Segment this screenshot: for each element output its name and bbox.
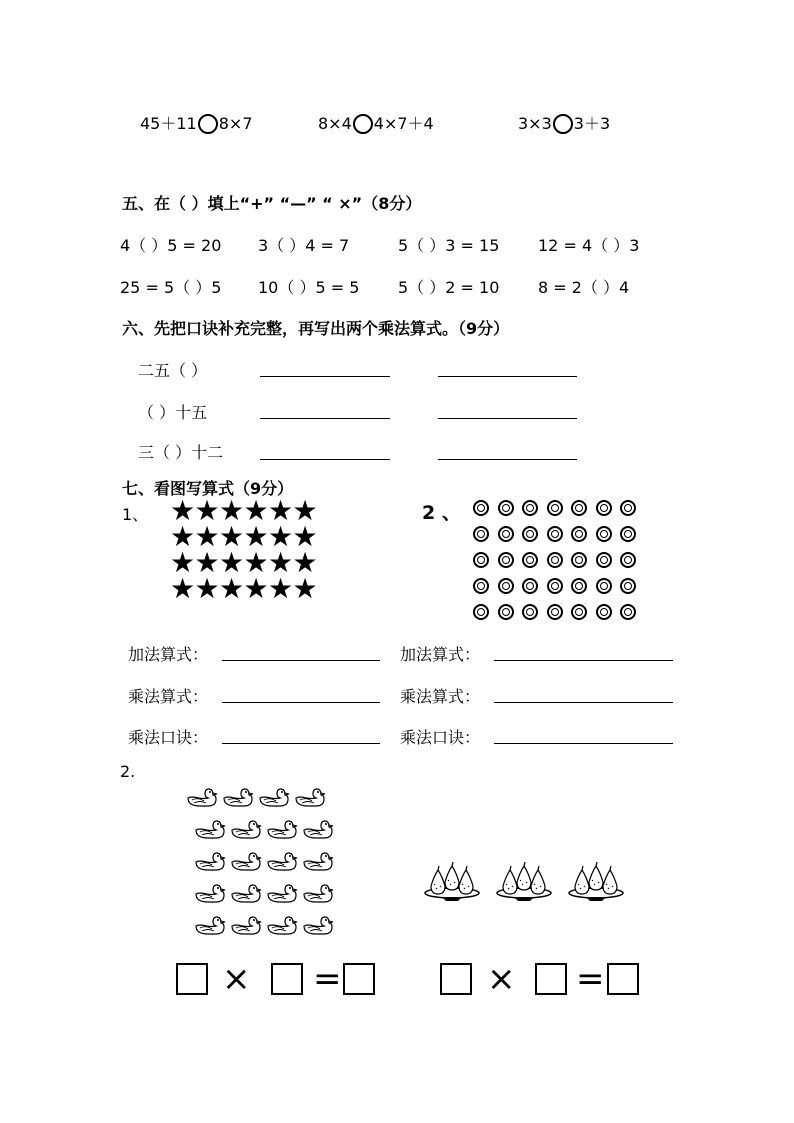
ring-icon — [571, 526, 587, 542]
duck-icon — [296, 789, 325, 806]
ring-icon — [620, 552, 636, 568]
question-2-label: 2 、 — [422, 502, 461, 524]
answer-box[interactable] — [343, 963, 375, 995]
duck-icon — [260, 789, 289, 806]
answer-line[interactable] — [438, 459, 577, 460]
duck-icon — [232, 821, 261, 838]
ring-icon — [596, 552, 612, 568]
ring-icon — [620, 604, 636, 620]
pear-plate-icon — [425, 862, 479, 901]
ring-icon — [620, 578, 636, 594]
addition-label: 加法算式： — [128, 645, 209, 664]
fill-op-item[interactable]: 10（ ）5 = 5 — [258, 278, 360, 297]
star-icon: ★ — [243, 546, 269, 579]
ring-icon — [498, 604, 514, 620]
ring-icon — [498, 552, 514, 568]
ring-icon — [522, 526, 538, 542]
ring-icon — [473, 578, 489, 594]
question-1-label: 1、 — [122, 505, 149, 524]
star-icon: ★ — [219, 494, 245, 527]
compare-circle-blank[interactable] — [553, 114, 573, 134]
star-icon: ★ — [243, 494, 269, 527]
star-icon: ★ — [219, 572, 245, 605]
rhyme-item[interactable]: 二五（ ） — [138, 361, 208, 380]
ring-icon — [620, 526, 636, 542]
star-icon: ★ — [194, 494, 220, 527]
star-icon: ★ — [194, 546, 220, 579]
section5-title: 五、在（ ）填上“+” “—” “ ×”（8分） — [122, 194, 422, 213]
ring-icon — [571, 604, 587, 620]
ring-icon — [596, 500, 612, 516]
pear-plate-icon — [497, 862, 551, 901]
ring-icon — [473, 552, 489, 568]
question-3-label: 2. — [120, 762, 136, 781]
ring-icon — [522, 500, 538, 516]
ring-icon — [547, 578, 563, 594]
compare-right-1: 8×7 — [218, 114, 253, 133]
duck-icon — [268, 885, 297, 902]
answer-line[interactable] — [260, 418, 390, 419]
star-icon: ★ — [170, 520, 196, 553]
ring-icon — [522, 578, 538, 594]
star-icon: ★ — [268, 572, 294, 605]
duck-icon — [268, 821, 297, 838]
compare-item-1 — [140, 111, 253, 134]
answer-line[interactable] — [222, 660, 380, 661]
fill-op-item[interactable]: 5（ ）2 = 10 — [398, 278, 500, 297]
duck-icon — [304, 885, 333, 902]
rhyme-item[interactable]: 三（ ）十二 — [138, 443, 224, 462]
answer-box[interactable] — [440, 963, 472, 995]
ring-icon — [547, 604, 563, 620]
multiplication-label: 乘法算式： — [400, 687, 481, 706]
duck-icon — [304, 917, 333, 934]
answer-line[interactable] — [260, 459, 390, 460]
duck-icon — [196, 821, 225, 838]
pear-plates — [420, 860, 630, 910]
ring-icon — [571, 500, 587, 516]
answer-line[interactable] — [494, 743, 673, 744]
duck-icon — [268, 853, 297, 870]
star-row — [170, 572, 318, 605]
compare-left-3: 3×3 — [518, 114, 552, 133]
duck-icon — [304, 821, 333, 838]
answer-box[interactable] — [176, 963, 208, 995]
equals-sign: = — [576, 959, 605, 999]
ring-icon — [522, 604, 538, 620]
rhyme-item[interactable]: （ ）十五 — [138, 403, 208, 422]
ring-icon — [571, 552, 587, 568]
ring-icon — [498, 500, 514, 516]
compare-circle-blank[interactable] — [353, 114, 373, 134]
star-icon: ★ — [170, 572, 196, 605]
fill-op-item[interactable]: 5（ ）3 = 15 — [398, 236, 500, 255]
star-icon: ★ — [219, 520, 245, 553]
compare-left-1: 45＋11 — [140, 114, 197, 133]
ring-icon — [571, 578, 587, 594]
star-icon: ★ — [194, 572, 220, 605]
ring-row — [473, 526, 645, 542]
answer-box[interactable] — [607, 963, 639, 995]
duck-icon — [196, 885, 225, 902]
star-icon: ★ — [170, 546, 196, 579]
star-icon: ★ — [292, 494, 318, 527]
pear-plate-icon — [569, 862, 623, 901]
star-icon: ★ — [292, 546, 318, 579]
star-icon: ★ — [292, 520, 318, 553]
ring-icon — [473, 526, 489, 542]
fill-op-item[interactable]: 8 = 2（ ）4 — [538, 278, 630, 297]
duck-icon — [232, 917, 261, 934]
multiplication-label: 乘法算式： — [128, 687, 209, 706]
ring-icon — [473, 500, 489, 516]
compare-item-2 — [318, 111, 434, 134]
ring-row — [473, 604, 645, 620]
duck-grid — [180, 780, 350, 950]
rhyme-label: 乘法口诀： — [400, 728, 481, 747]
fill-op-item[interactable]: 4（ ）5 = 20 — [120, 236, 222, 255]
ring-icon — [498, 526, 514, 542]
section7-title: 七、看图写算式（9分） — [122, 479, 294, 498]
answer-line[interactable] — [222, 743, 380, 744]
compare-right-3: 3＋3 — [573, 114, 611, 133]
ring-icon — [596, 578, 612, 594]
ring-icon — [596, 526, 612, 542]
duck-icon — [232, 885, 261, 902]
ring-icon — [473, 604, 489, 620]
star-icon: ★ — [243, 520, 269, 553]
ring-icon — [620, 500, 636, 516]
ring-grid — [473, 500, 645, 630]
answer-line[interactable] — [222, 702, 380, 703]
answer-line[interactable] — [260, 376, 390, 377]
times-sign: × — [222, 959, 251, 999]
section6-title: 六、先把口诀补充完整，再写出两个乘法算式。（9分） — [122, 319, 510, 338]
star-icon: ★ — [268, 546, 294, 579]
star-icon: ★ — [170, 494, 196, 527]
times-sign: × — [487, 959, 516, 999]
duck-icon — [232, 853, 261, 870]
star-icon: ★ — [268, 520, 294, 553]
duck-icon — [304, 853, 333, 870]
equals-sign: = — [313, 959, 342, 999]
star-icon: ★ — [243, 572, 269, 605]
star-icon: ★ — [292, 572, 318, 605]
compare-circle-blank[interactable] — [198, 114, 218, 134]
compare-right-2: 4×7＋4 — [373, 114, 434, 133]
compare-item-3 — [518, 111, 610, 134]
duck-icon — [196, 853, 225, 870]
answer-box[interactable] — [535, 963, 567, 995]
rhyme-label: 乘法口诀： — [128, 728, 209, 747]
ring-icon — [596, 604, 612, 620]
ring-icon — [498, 578, 514, 594]
answer-line[interactable] — [494, 702, 673, 703]
star-grid — [170, 494, 318, 605]
ring-icon — [522, 552, 538, 568]
ring-row — [473, 578, 645, 594]
answer-line[interactable] — [438, 418, 577, 419]
answer-line[interactable] — [494, 660, 673, 661]
fill-op-item[interactable]: 12 = 4（ ）3 — [538, 236, 640, 255]
answer-line[interactable] — [438, 376, 577, 377]
duck-icon — [196, 917, 225, 934]
ring-icon — [547, 500, 563, 516]
compare-left-2: 8×4 — [318, 114, 352, 133]
ring-icon — [547, 552, 563, 568]
ring-icon — [547, 526, 563, 542]
answer-box[interactable] — [271, 963, 303, 995]
addition-label: 加法算式： — [400, 645, 481, 664]
duck-icon — [188, 789, 217, 806]
fill-op-item[interactable]: 25 = 5（ ）5 — [120, 278, 222, 297]
star-icon: ★ — [219, 546, 245, 579]
duck-icon — [224, 789, 253, 806]
ring-row — [473, 552, 645, 568]
duck-icon — [268, 917, 297, 934]
ring-row — [473, 500, 645, 516]
fill-op-item[interactable]: 3（ ）4 = 7 — [258, 236, 350, 255]
star-icon: ★ — [268, 494, 294, 527]
star-icon: ★ — [194, 520, 220, 553]
